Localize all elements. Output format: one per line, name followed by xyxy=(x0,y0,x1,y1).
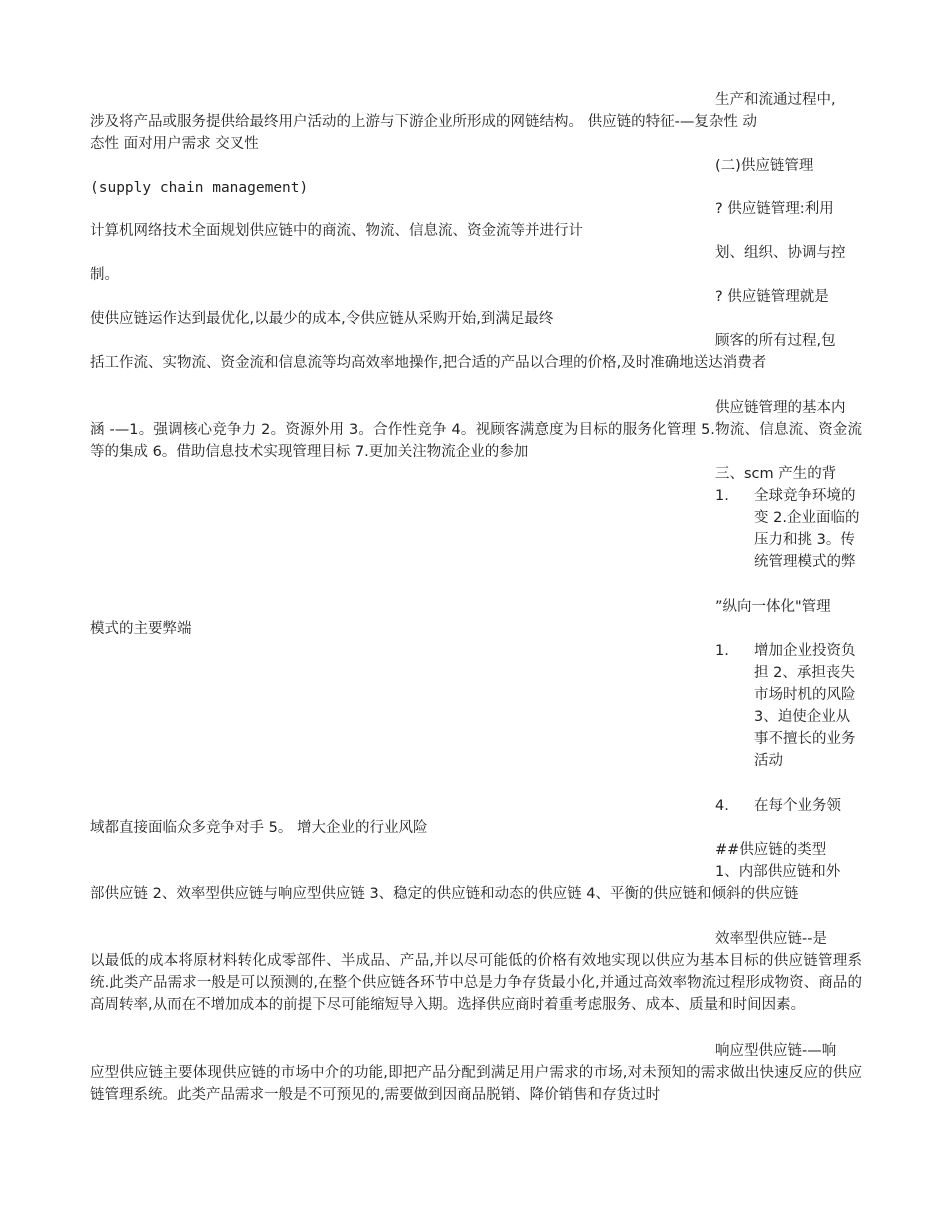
text-line: 使供应链运作达到最优化,以最少的成本,令供应链从采购开始,到满足最终 xyxy=(90,311,554,327)
text-line: 域都直接面临众多竞争对手 5。 增大企业的行业风险 xyxy=(90,820,428,836)
text-line: 生产和流通过程中, xyxy=(715,92,836,108)
text-line: 响应型供应链-—响 xyxy=(715,1043,837,1059)
text-line: 涉及将产品或服务提供给最终用户活动的上游与下游企业所形成的网链结构。 供应链的特征-—复杂性 动 xyxy=(90,114,757,130)
text-line: 划、组织、协调与控 xyxy=(715,245,846,261)
text-line: ”纵向一体化"管理 xyxy=(715,599,831,615)
list-item: 增加企业投资负担 2、承担丧失市场时机的风险 3、迫使企业从事不擅长的业务活动 xyxy=(754,643,856,769)
text-line: 计算机网络技术全面规划供应链中的商流、物流、信息流、资金流等并进行计 xyxy=(90,223,583,239)
list-number: 4. xyxy=(715,798,729,814)
text-line: 态性 面对用户需求 交叉性 xyxy=(90,136,259,152)
section-heading: 三、scm 产生的背 xyxy=(715,466,837,482)
paragraph: 涵 -—1。强调核心竞争力 2。资源外用 3。合作性竞争 4。视顾客满意度为目标的服务化管理 5.物流、信息流、资金流等的集成 6。借助信息技术实现管理目标 7.更加关注物流企业的参加 xyxy=(90,422,862,460)
list-number: 1. xyxy=(715,643,729,659)
text-line: 模式的主要弊端 xyxy=(90,621,192,637)
text-line: 供应链管理的基本内 xyxy=(715,400,846,416)
paragraph: 以最低的成本将原材料转化成零部件、半成品、产品,并以尽可能低的价格有效地实现以供应为基本目标的供应链管理系统.此类产品需求一般是可以预测的,在整个供应链各环节中总是力争存货最小化,并通过高效率物流过程形成物资、商品的高周转率,从而在不增加成本的前提下尽可能缩短导入期。选择供应商时着重考虑服务、成本、质量和时间因素。 xyxy=(90,953,862,1013)
paragraph: 应型供应链主要体现供应链的市场中介的功能,即把产品分配到满足用户需求的市场,对未预知的需求做出快速反应的供应链管理系统。此类产品需求一般是不可预见的,需要做到因商品脱销、降价销售和存货过时 xyxy=(90,1065,862,1103)
list-number: 1. xyxy=(715,488,729,504)
section-heading: (二)供应链管理 xyxy=(715,158,814,174)
text-line: ? 供应链管理:利用 xyxy=(715,201,834,217)
text-line: 顾客的所有过程,包 xyxy=(715,333,836,349)
text-line: 效率型供应链--是 xyxy=(715,931,827,947)
list-item: 全球竞争环境的变 2.企业面临的压力和挑 3。传统管理模式的弊 xyxy=(754,488,860,570)
paragraph: 部供应链 2、效率型供应链与响应型供应链 3、稳定的供应链和动态的供应链 4、平衡的供应链和倾斜的供应链 xyxy=(90,886,799,902)
section-heading: ##供应链的类型 xyxy=(715,842,827,858)
list-item: 在每个业务领 xyxy=(754,798,841,814)
paragraph: 括工作流、实物流、资金流和信息流等均高效率地操作,把合适的产品以合理的价格,及时准确地送达消费者 xyxy=(90,355,767,371)
text-line: 1、内部供应链和外 xyxy=(715,864,841,880)
text-line: ? 供应链管理就是 xyxy=(715,289,829,305)
text-line: (supply chain management) xyxy=(90,180,309,196)
text-line: 制。 xyxy=(90,267,119,283)
